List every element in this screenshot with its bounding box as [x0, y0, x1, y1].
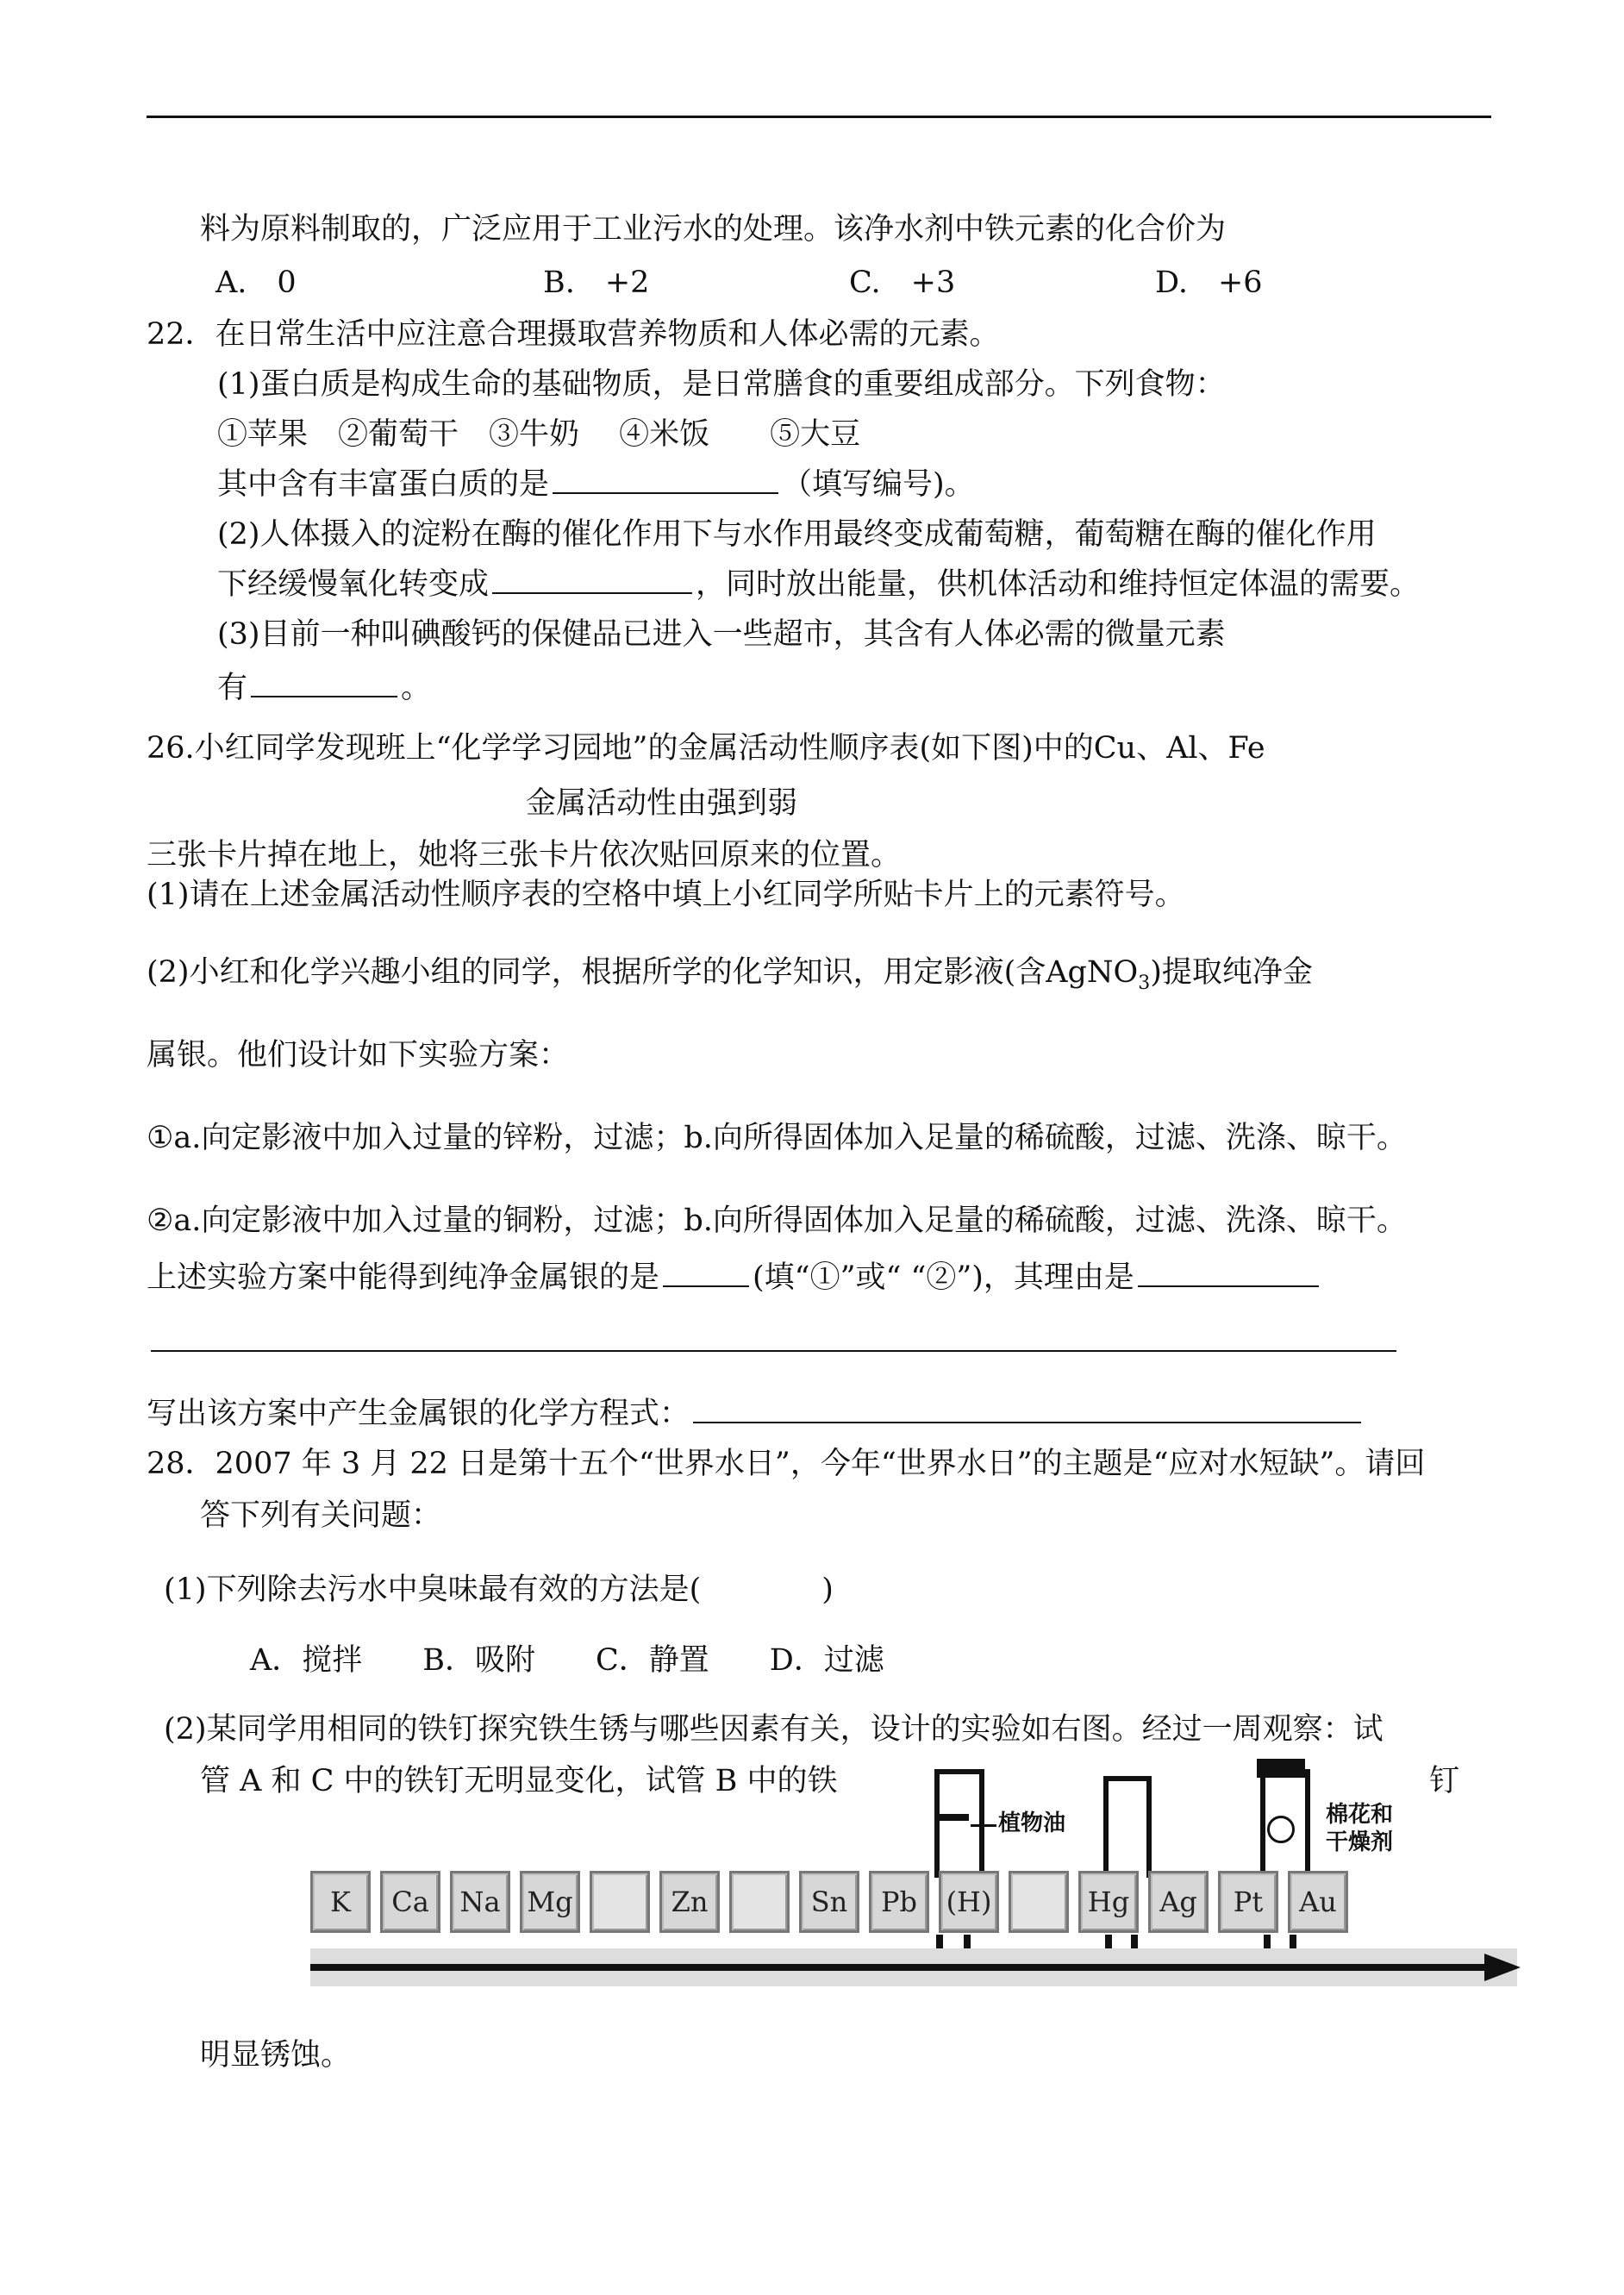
q21-line: 料为原料制取的，广泛应用于工业污水的处理。该净水剂中铁元素的化合价为: [200, 212, 1227, 247]
q22-p3-b2: 。: [401, 671, 432, 705]
metal-card: (H): [939, 1871, 999, 1933]
metal-card: Pb: [869, 1871, 929, 1933]
metal-card: Mg: [520, 1871, 580, 1933]
q26-stem: 26.小红同学发现班上“化学学习园地”的金属活动性顺序表(如下图)中的Cu、Al、Fe: [147, 731, 1265, 766]
q22-p1-ask: [217, 466, 975, 503]
q26-p2-c: 属银。他们设计如下实验方案：: [147, 1038, 570, 1072]
q21-option-b: B. +2: [543, 266, 650, 300]
activity-arrow-head: [1484, 1954, 1521, 1981]
q22-p2-b1: 下经缓慢氧化转变成: [217, 567, 490, 602]
metal-card: Au: [1288, 1871, 1348, 1933]
q28-stem-a: 28．2007 年 3 月 22 日是第十五个“世界水日”，今年“世界水日”的主题是“应对水短缺”。请回: [147, 1447, 1426, 1481]
q22-blank-2[interactable]: [492, 566, 692, 594]
test-tube-a-oil-mark: [940, 1814, 969, 1821]
metal-card: Na: [450, 1871, 510, 1933]
header-rule: [147, 116, 1491, 118]
metal-activity-table: [310, 1871, 1534, 2000]
metal-card-blank[interactable]: [590, 1871, 650, 1933]
label-vegetable-oil: 植物油: [998, 1810, 1066, 1836]
q26-plan-1: ①a.向定影液中加入过量的锌粉，过滤；b.向所得固体加入足量的稀硫酸，过滤、洗涤、晾干。: [147, 1121, 1407, 1155]
q22-stem: 22．在日常生活中应注意合理摄取营养物质和人体必需的元素。: [147, 317, 1000, 352]
q22-p2-a: (2)人体摄入的淀粉在酶的催化作用下与水作用最终变成葡萄糖，葡萄糖在酶的催化作用: [217, 517, 1377, 552]
q26-ask-a: 上述实验方案中能得到纯净金属银的是: [147, 1260, 660, 1295]
q22-p3-a: (3)目前一种叫碘酸钙的保健品已进入一些超市，其含有人体必需的微量元素: [217, 617, 1226, 652]
q28-stem-b: 答下列有关问题：: [200, 1498, 442, 1533]
test-tube-b: [1103, 1776, 1152, 1878]
q26-eq: [147, 1395, 1365, 1433]
q26-blank-eq[interactable]: [693, 1396, 1361, 1423]
label-oil-pointer: [971, 1824, 996, 1827]
q26-p1: (1)请在上述金属活动性顺序表的空格中填上小红同学所贴卡片上的元素符号。: [147, 878, 1185, 912]
q22-p1-ask-b: （填写编号)。: [782, 467, 975, 502]
q26-p2-a: [147, 954, 1313, 1003]
metal-card: Pt: [1218, 1871, 1278, 1933]
q22-foods: ①苹果 ②葡萄干 ③牛奶 ④米饭 ⑤大豆: [217, 417, 861, 452]
q22-p3-b1: 有: [217, 671, 248, 705]
label-cotton-1: 棉花和: [1326, 1802, 1394, 1828]
q26-plan-2: ②a.向定影液中加入过量的铜粉，过滤；b.向所得固体加入足量的稀硫酸，过滤、洗涤、晾干。: [147, 1204, 1407, 1238]
activity-arrow-line: [310, 1964, 1491, 1971]
metal-card: Ag: [1148, 1871, 1209, 1933]
q22-p1: (1)蛋白质是构成生命的基础物质，是日常膳食的重要组成部分。下列食物：: [217, 367, 1226, 402]
q26-blank-choice[interactable]: [663, 1260, 749, 1287]
metal-card: Hg: [1078, 1871, 1139, 1933]
q22-blank-3[interactable]: [251, 670, 397, 697]
q26-ask: [147, 1259, 1322, 1297]
q26-p2-text-a: (2)小红和化学兴趣小组的同学，根据所学的化学知识，用定影液(含AgNO: [147, 955, 1139, 990]
q26-p2-sub: 3: [1138, 972, 1151, 994]
q26-ask-b: (填“①”或“ “②”)，其理由是: [753, 1260, 1134, 1295]
desiccant-ball: [1267, 1816, 1295, 1843]
metal-card: K: [310, 1871, 371, 1933]
q21-option-a: A. 0: [215, 266, 297, 300]
q22-p1-ask-a: 其中含有丰富蛋白质的是: [217, 467, 550, 502]
q28-options: A．搅拌 B．吸附 C．静置 D．过滤: [250, 1643, 884, 1678]
q28-p1: (1)下列除去污水中臭味最有效的方法是( ): [164, 1573, 834, 1607]
label-cotton-2: 干燥剂: [1326, 1829, 1394, 1855]
q26-answer-line[interactable]: [151, 1350, 1396, 1352]
q21-option-d: D. +6: [1155, 266, 1263, 300]
q28-p2-c: 明显锈蚀。: [200, 2038, 352, 2073]
q26-blank-reason[interactable]: [1138, 1260, 1319, 1287]
metal-card-blank[interactable]: [1009, 1871, 1069, 1933]
test-tube-c-stopper: [1257, 1759, 1305, 1778]
q22-blank-1[interactable]: [553, 466, 778, 494]
q28-p2-b-end: 钉: [1429, 1764, 1460, 1798]
q28-p2-b: 管 A 和 C 中的铁钉无明显变化，试管 B 中的铁: [200, 1764, 838, 1798]
test-tube-a: [934, 1769, 984, 1878]
q26-caption: 金属活动性由强到弱: [526, 786, 798, 821]
metal-card: Zn: [659, 1871, 720, 1933]
q22-p2-b2: ，同时放出能量，供机体活动和维持恒定体温的需要。: [696, 567, 1421, 602]
metal-card: Sn: [799, 1871, 859, 1933]
q28-p2-a: (2)某同学用相同的铁钉探究铁生锈与哪些因素有关，设计的实验如右图。经过一周观察：试: [164, 1712, 1384, 1747]
q26-p2-text-b: )提取纯净金: [1150, 955, 1313, 990]
q26-line2: 三张卡片掉在地上，她将三张卡片依次贴回原来的位置。: [147, 838, 902, 872]
q22-p3-b: [217, 669, 431, 707]
q21-option-c: C. +3: [849, 266, 956, 300]
metal-card: Ca: [380, 1871, 440, 1933]
metal-card-blank[interactable]: [729, 1871, 790, 1933]
q26-eq-text: 写出该方案中产生金属银的化学方程式：: [147, 1397, 690, 1431]
q22-p2-b: [217, 566, 1420, 603]
